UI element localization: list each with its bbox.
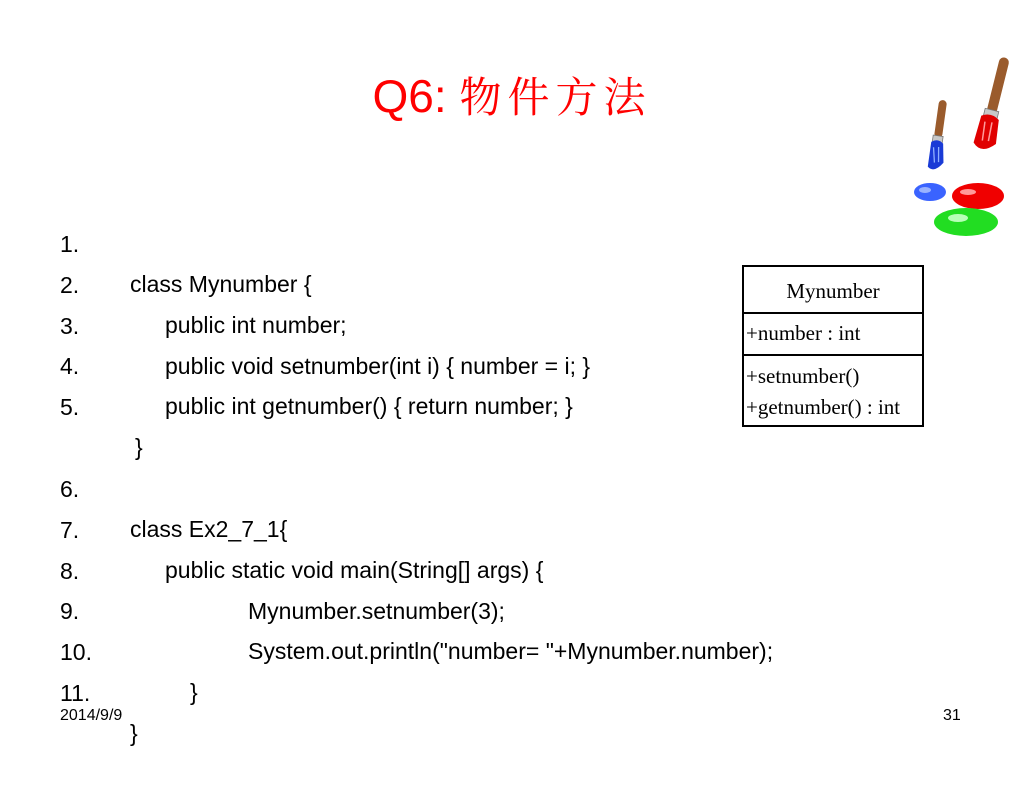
line-number: 3.: [60, 313, 80, 339]
footer-page-number: 31: [943, 707, 961, 724]
slide-title-latin: Q6:: [372, 70, 460, 122]
uml-class-name: Mynumber: [744, 267, 922, 314]
code-line: [60, 347, 143, 460]
line-number: 4.: [60, 353, 80, 379]
line-text: class Mynumber {: [130, 271, 312, 297]
line-text: public int number;: [165, 312, 347, 338]
line-number: 1.: [60, 231, 80, 257]
line-text: class Ex2_7_1{: [130, 516, 288, 542]
line-number: 5.: [60, 394, 80, 420]
line-text: public int getnumber() { return number; }: [165, 393, 573, 419]
line-number: 6.: [60, 476, 80, 502]
uml-operation: +getnumber() : int: [746, 395, 901, 419]
line-number: 9.: [60, 598, 80, 624]
uml-class-diagram: [742, 265, 924, 427]
uml-attribute: +number : int: [744, 314, 922, 356]
line-number: 7.: [60, 517, 80, 543]
line-number: 10.: [60, 639, 92, 665]
paintbrushes-and-paint-blobs-icon: [900, 50, 1010, 250]
code-line: [60, 184, 312, 297]
uml-operations: [744, 356, 922, 425]
line-text: Mynumber.setnumber(3);: [248, 598, 505, 624]
slide-title: [0, 66, 1024, 128]
code-line: [60, 429, 288, 542]
slide-title-chinese: 物件方法: [459, 73, 652, 122]
line-text: public static void main(String[] args) {: [165, 557, 544, 583]
line-number: 11.: [60, 680, 91, 706]
line-text: public void setnumber(int i) { number = i; }: [165, 353, 591, 379]
line-number: 2.: [60, 272, 80, 298]
line-text: }: [130, 720, 138, 746]
line-text: }: [135, 434, 143, 460]
line-number: 8.: [60, 558, 80, 584]
line-text: System.out.println("number= "+Mynumber.number);: [248, 638, 774, 664]
footer-date: 2014/9/9: [60, 707, 123, 724]
line-text: }: [190, 679, 198, 705]
uml-operation: +setnumber(): [746, 364, 860, 388]
